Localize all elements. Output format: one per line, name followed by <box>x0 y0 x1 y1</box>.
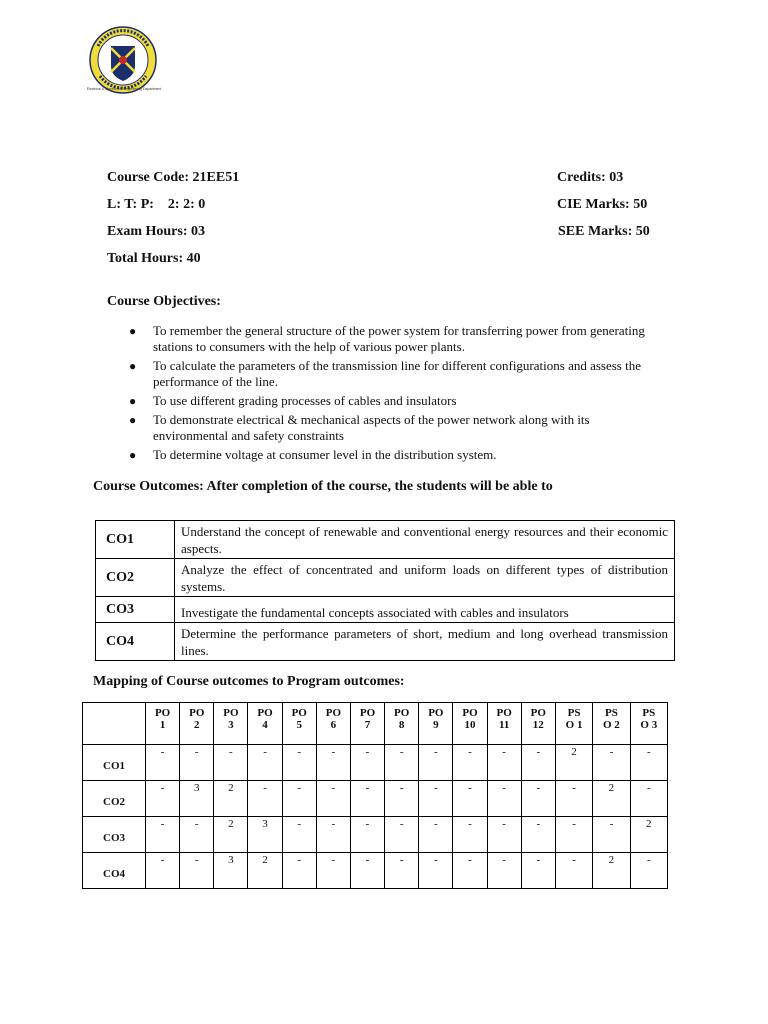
header-line-1: PO <box>154 707 171 719</box>
header-line-1: PO <box>223 707 239 719</box>
cie-marks: CIE Marks: 50 <box>557 197 648 212</box>
course-code: Course Code: 21EE51 <box>107 170 240 185</box>
mapping-cell: - <box>487 745 521 781</box>
logo-caption: Electrical & Electronics Engineering Department <box>86 87 162 91</box>
mapping-cell: - <box>487 817 521 853</box>
mapping-cell: - <box>419 745 453 781</box>
header-line-1: PO <box>291 707 307 719</box>
mapping-cell: - <box>180 817 214 853</box>
mapping-header-cell <box>180 703 214 745</box>
mapping-cell: - <box>555 817 592 853</box>
mapping-cell: - <box>521 745 555 781</box>
mapping-cell: - <box>521 853 555 889</box>
mapping-cell: - <box>555 781 592 817</box>
mapping-cell: - <box>419 853 453 889</box>
mapping-header-cell <box>214 703 248 745</box>
header-line-2: 10 <box>464 719 476 731</box>
mapping-cell: 2 <box>630 817 667 853</box>
mapping-cell: 2 <box>593 853 630 889</box>
mapping-header-cell <box>282 703 316 745</box>
mapping-cell: - <box>385 745 419 781</box>
header-line-1: PO <box>462 707 478 719</box>
list-item <box>126 358 666 390</box>
ltp: L: T: P: 2: 2: 0 <box>107 197 206 212</box>
mapping-header-cell <box>555 703 592 745</box>
mapping-header-cell <box>630 703 667 745</box>
table-row <box>83 817 668 853</box>
mapping-cell: - <box>453 745 487 781</box>
objective-text: To remember the general structure of the power system for transferring power from generating stations to consumers with the help of various power plants. <box>153 323 645 354</box>
bullet-icon: ● <box>129 448 137 462</box>
header-line-2: 5 <box>296 719 302 731</box>
table-row <box>96 521 675 559</box>
header-line-1: PO <box>325 707 341 719</box>
objective-text: To determine voltage at consumer level in the distribution system. <box>153 447 497 462</box>
header-line-1: PS <box>604 707 618 719</box>
mapping-cell: 3 <box>248 817 282 853</box>
mapping-cell: - <box>385 781 419 817</box>
objectives-title: Course Objectives: <box>107 294 221 309</box>
mapping-header-cell <box>316 703 350 745</box>
list-item <box>126 412 666 444</box>
mapping-header-cell <box>593 703 630 745</box>
mapping-cell: - <box>146 781 180 817</box>
mapping-cell: - <box>248 745 282 781</box>
header-line-1: PS <box>567 707 581 719</box>
mapping-row-label: CO4 <box>83 853 146 889</box>
mapping-cell: - <box>630 781 667 817</box>
co-code: CO2 <box>96 559 175 597</box>
header-line-2: 1 <box>159 719 166 731</box>
header-line-1: PO <box>530 707 546 719</box>
header-line-1: PO <box>189 707 205 719</box>
mapping-cell: - <box>180 745 214 781</box>
mapping-header-cell <box>487 703 521 745</box>
mapping-cell: 3 <box>180 781 214 817</box>
mapping-header-cell <box>453 703 487 745</box>
objectives-list <box>126 323 666 466</box>
course-outcomes-table <box>95 520 675 661</box>
header-line-1: PO <box>496 707 512 719</box>
mapping-cell: - <box>316 745 350 781</box>
mapping-cell: - <box>282 745 316 781</box>
exam-hours: Exam Hours: 03 <box>107 224 205 239</box>
mapping-cell: - <box>282 781 316 817</box>
mapping-cell: - <box>350 817 384 853</box>
co-description: Analyze the effect of concentrated and uniform loads on different types of distribution systems. <box>175 559 675 597</box>
mapping-cell: - <box>521 817 555 853</box>
header-line-2: O 3 <box>640 719 658 731</box>
list-item <box>126 323 666 355</box>
mapping-cell: - <box>630 853 667 889</box>
mapping-title: Mapping of Course outcomes to Program outcomes: <box>93 674 405 689</box>
bullet-icon: ● <box>129 394 137 408</box>
header-line-2: 8 <box>398 719 405 731</box>
mapping-cell: - <box>385 817 419 853</box>
mapping-cell: 3 <box>214 853 248 889</box>
co-code: CO1 <box>96 521 175 559</box>
header-line-2: 12 <box>532 719 544 731</box>
co-description: Understand the concept of renewable and conventional energy resources and their economic aspects. <box>175 521 675 559</box>
table-row <box>96 623 675 661</box>
mapping-cell: - <box>487 853 521 889</box>
header-line-2: O 1 <box>565 719 583 731</box>
mapping-cell: - <box>350 853 384 889</box>
header-line-1: PO <box>394 707 410 719</box>
table-row <box>96 559 675 597</box>
co-description: Investigate the fundamental concepts associated with cables and insulators <box>175 597 675 623</box>
mapping-cell: - <box>593 745 630 781</box>
mapping-header-cell <box>521 703 555 745</box>
table-row <box>96 597 675 623</box>
mapping-cell: - <box>385 853 419 889</box>
mapping-cell: 2 <box>248 853 282 889</box>
college-logo <box>86 26 160 94</box>
credits: Credits: 03 <box>557 170 624 185</box>
header-line-2: 3 <box>228 719 234 731</box>
mapping-cell: - <box>316 817 350 853</box>
bullet-icon: ● <box>129 359 137 373</box>
mapping-cell: - <box>521 781 555 817</box>
table-row <box>83 853 668 889</box>
mapping-cell: - <box>282 853 316 889</box>
mapping-cell: - <box>282 817 316 853</box>
mapping-cell: - <box>146 817 180 853</box>
mapping-cell: - <box>350 745 384 781</box>
mapping-row-label: CO1 <box>83 745 146 781</box>
mapping-header-cell <box>350 703 384 745</box>
mapping-cell: 2 <box>555 745 592 781</box>
mapping-header-cell <box>419 703 453 745</box>
list-item <box>126 447 666 463</box>
mapping-cell: - <box>593 817 630 853</box>
mapping-header-cell <box>248 703 282 745</box>
mapping-cell: - <box>248 781 282 817</box>
co-code: CO4 <box>96 623 175 661</box>
mapping-cell: - <box>453 853 487 889</box>
mapping-cell: - <box>419 817 453 853</box>
header-line-2: 4 <box>262 719 268 731</box>
header-line-1: PS <box>642 707 656 719</box>
header-line-1: PO <box>359 707 376 719</box>
mapping-cell: - <box>316 853 350 889</box>
header-line-2: 6 <box>330 719 337 731</box>
bullet-icon: ● <box>129 324 137 338</box>
outcomes-title: Course Outcomes: After completion of the course, the students will be able to <box>93 479 553 494</box>
see-marks: SEE Marks: 50 <box>558 224 650 239</box>
mapping-row-label: CO2 <box>83 781 146 817</box>
corner-cell <box>83 703 146 745</box>
mapping-cell: 2 <box>214 781 248 817</box>
mapping-header-cell <box>146 703 180 745</box>
header-line-2: 9 <box>433 719 439 731</box>
mapping-cell: - <box>146 745 180 781</box>
header-line-2: 11 <box>498 719 510 731</box>
mapping-cell: - <box>419 781 453 817</box>
mapping-cell: - <box>180 853 214 889</box>
mapping-cell: - <box>316 781 350 817</box>
objective-text: To demonstrate electrical & mechanical aspects of the power network along with its environmental and safety constraints <box>153 412 590 443</box>
header-line-1: PO <box>428 707 444 719</box>
total-hours: Total Hours: 40 <box>107 251 201 266</box>
table-row <box>83 781 668 817</box>
header-line-1: PO <box>257 707 273 719</box>
header-line-2: 2 <box>193 719 200 731</box>
table-header-row <box>83 703 668 745</box>
co-code: CO3 <box>96 597 175 623</box>
mapping-cell: - <box>146 853 180 889</box>
mapping-header-cell <box>385 703 419 745</box>
mapping-cell: - <box>453 817 487 853</box>
mapping-cell: - <box>555 853 592 889</box>
objective-text: To calculate the parameters of the transmission line for different configurations and assess the performance of the line. <box>153 358 641 389</box>
bullet-icon: ● <box>129 413 137 427</box>
co-description: Determine the performance parameters of short, medium and long overhead transmission lines. <box>175 623 675 661</box>
mapping-cell: 2 <box>593 781 630 817</box>
mapping-cell: - <box>453 781 487 817</box>
mapping-cell: 2 <box>214 817 248 853</box>
objective-text: To use different grading processes of cables and insulators <box>153 393 457 408</box>
mapping-row-label: CO3 <box>83 817 146 853</box>
header-line-2: 7 <box>364 719 371 731</box>
header-line-2: O 2 <box>603 719 620 731</box>
mapping-cell: - <box>214 745 248 781</box>
mapping-cell: - <box>630 745 667 781</box>
mapping-cell: - <box>350 781 384 817</box>
mapping-cell: - <box>487 781 521 817</box>
list-item <box>126 393 666 409</box>
mapping-table <box>82 702 668 889</box>
table-row <box>83 745 668 781</box>
